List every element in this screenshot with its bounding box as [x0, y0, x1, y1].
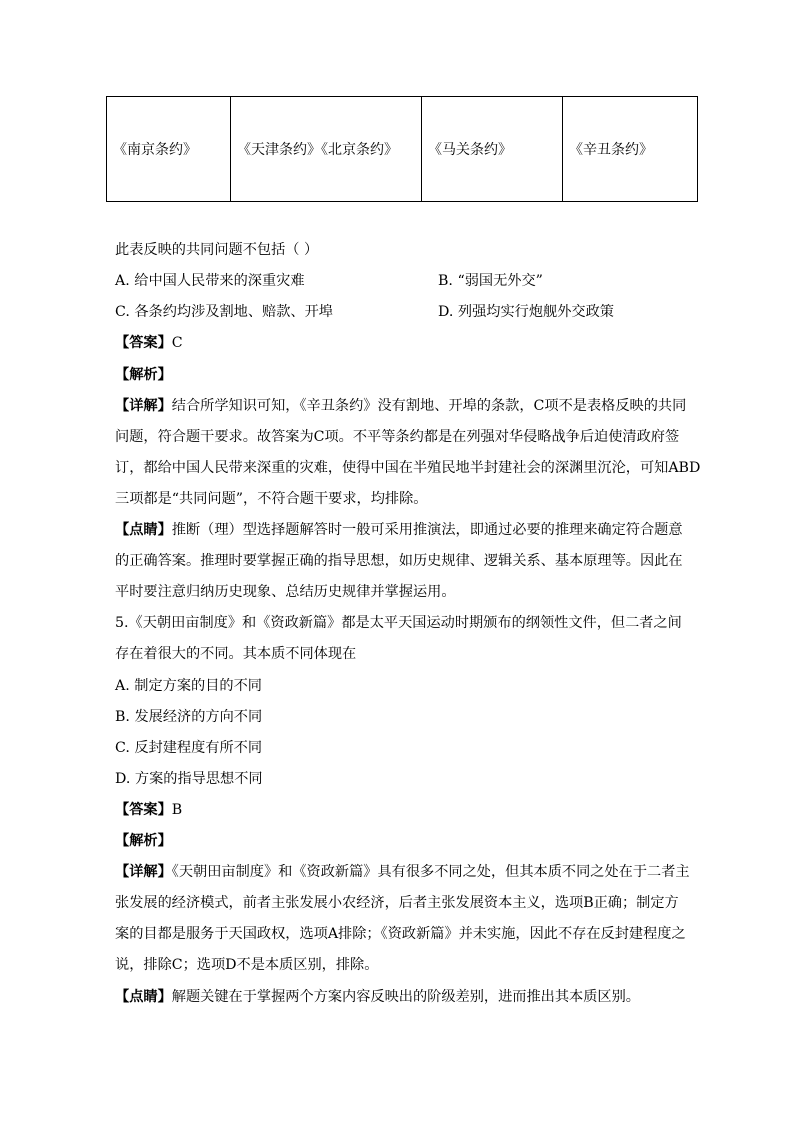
q4-detail-line-4: 三项都是“共同问题”，不符合题干要求，均排除。 — [115, 491, 428, 507]
answer-value: C — [171, 335, 183, 351]
q5-option-d: D. 方案的指导思想不同 — [115, 771, 263, 787]
q4-detail-line-3: 订，都给中国人民带来深重的灾难，使得中国在半殖民地半封建社会的深渊里沉沦，可知ABD — [115, 460, 701, 476]
q4-detail-line-1 — [115, 397, 686, 415]
detail-tag: 【详解】 — [115, 864, 172, 880]
detail-text: 结合所学知识可知，《辛丑条约》没有割地、开埠的条款，C项不是表格反映的共同 — [171, 398, 687, 414]
q4-option-a: A. 给中国人民带来的深重灾难 — [115, 273, 305, 289]
q5-stem-line-1: 5.《天朝田亩制度》和《资政新篇》都是太平天国运动时期颁布的纲领性文件，但二者之间 — [115, 615, 682, 631]
tip-text: 推断（理）型选择题解答时一般可采用推演法，即通过必要的推理来确定符合题意 — [171, 522, 683, 538]
q4-option-b: B. “弱国无外交” — [438, 273, 543, 289]
answer-value: B — [171, 802, 183, 818]
q4-tip-line-3: 平时要注意归纳历史现象、总结历史规律并掌握运用。 — [115, 584, 456, 600]
tip-tag: 【点睛】 — [115, 522, 172, 538]
table-cell-tianjin-beijing: 《天津条约》《北京条约》 — [231, 97, 422, 202]
table-cell-nanjing: 《南京条约》 — [107, 97, 231, 202]
table-cell-xinchou: 《辛丑条约》 — [563, 97, 698, 202]
q5-detail-line-4: 说，排除C；选项D不是本质区别，排除。 — [115, 957, 379, 973]
table-row — [107, 97, 698, 202]
table-cell-maguan: 《马关条约》 — [422, 97, 563, 202]
q5-option-a: A. 制定方案的目的不同 — [115, 678, 262, 694]
q4-answer — [115, 334, 183, 352]
answer-tag: 【答案】 — [115, 802, 172, 818]
q5-stem-line-2: 存在着很大的不同。其本质不同体现在 — [115, 646, 357, 662]
q5-option-c: C. 反封建程度有所不同 — [115, 740, 263, 756]
detail-text: 《天朝田亩制度》和《资政新篇》具有很多不同之处，但其本质不同之处在于二者主 — [171, 864, 690, 880]
q5-detail-line-1 — [115, 863, 690, 881]
q4-analysis-heading — [115, 366, 172, 384]
tip-tag: 【点睛】 — [115, 989, 172, 1005]
q5-detail-line-2: 张发展的经济模式，前者主张发展小农经济，后者主张发展资本主义，选项B正确；制定方 — [115, 895, 679, 911]
q4-option-c: C. 各条约均涉及割地、赔款、开埠 — [115, 304, 333, 320]
q4-option-d: D. 列强均实行炮舰外交政策 — [438, 304, 614, 320]
answer-tag: 【答案】 — [115, 335, 172, 351]
q4-detail-line-2: 问题，符合题干要求。故答案为C项。不平等条约都是在列强对华侵略战争后迫使清政府签 — [115, 429, 680, 445]
q5-detail-line-3: 案的目都是服务于天国政权，选项A排除；《资政新篇》并未实施，因此不存在反封建程度之 — [115, 926, 686, 942]
q4-tip-line-2: 的正确答案。推理时要掌握正确的指导思想，如历史规律、逻辑关系、基本原理等。因此在 — [115, 553, 683, 569]
treaty-table — [106, 96, 698, 202]
detail-tag: 【详解】 — [115, 398, 172, 414]
tip-text: 解题关键在于掌握两个方案内容反映出的阶级差别，进而推出其本质区别。 — [171, 989, 640, 1005]
analysis-tag: 【解析】 — [115, 367, 172, 383]
q5-option-b: B. 发展经济的方向不同 — [115, 709, 263, 725]
q4-tip-line-1 — [115, 521, 683, 539]
q5-answer — [115, 801, 182, 819]
q4-stem: 此表反映的共同问题不包括（ ） — [115, 242, 319, 258]
q5-tip-line-1 — [115, 988, 640, 1006]
q5-analysis-heading — [115, 832, 172, 850]
analysis-tag: 【解析】 — [115, 833, 172, 849]
